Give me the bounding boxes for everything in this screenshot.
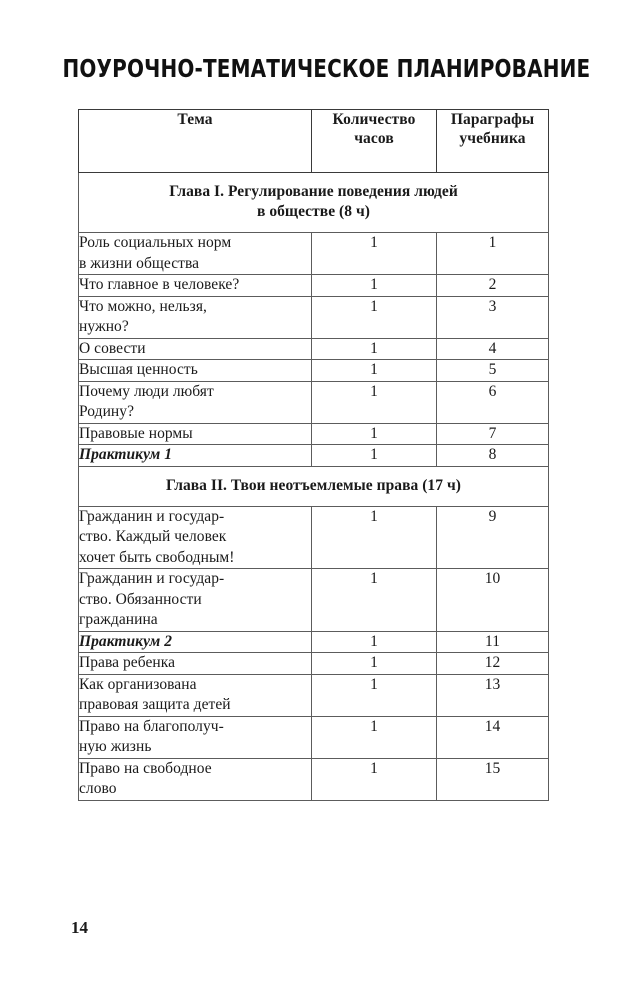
table-row — [79, 381, 549, 423]
cell-paragraph: 1 — [437, 233, 549, 275]
cell-theme-line: хочет быть свободным! — [79, 548, 235, 566]
cell-theme-line: Что можно, нельзя, — [79, 297, 207, 315]
cell-hours: 1 — [312, 758, 437, 800]
column-header-paragraphs-line2: учебника — [459, 130, 526, 147]
cell-theme-line: Правовые нормы — [79, 424, 193, 442]
cell-theme — [79, 233, 312, 275]
cell-hours: 1 — [312, 360, 437, 382]
table-row — [79, 445, 549, 467]
cell-hours: 1 — [312, 506, 437, 569]
cell-hours: 1 — [312, 423, 437, 445]
cell-paragraph: 9 — [437, 506, 549, 569]
table-row — [79, 716, 549, 758]
table-header — [79, 110, 549, 173]
cell-theme-line: Гражданин и государ- — [79, 507, 225, 525]
cell-paragraph: 14 — [437, 716, 549, 758]
cell-theme — [79, 716, 312, 758]
cell-paragraph: 7 — [437, 423, 549, 445]
cell-theme-line: ство. Каждый человек — [79, 528, 227, 545]
cell-theme-line: Право на свободное — [79, 759, 212, 777]
cell-paragraph: 10 — [437, 569, 549, 632]
cell-theme — [79, 381, 312, 423]
cell-hours: 1 — [312, 275, 437, 297]
chapter-heading-cell — [79, 466, 549, 506]
cell-theme-line: Почему люди любят — [79, 382, 214, 400]
column-header-paragraphs — [437, 110, 549, 173]
cell-theme-line: нужно? — [79, 318, 129, 335]
cell-theme-line: в жизни общества — [79, 254, 200, 272]
chapter-heading-line1: Глава I. Регулирование поведения людей — [169, 183, 458, 200]
cell-theme — [79, 338, 312, 360]
cell-theme — [79, 360, 312, 382]
cell-theme — [79, 275, 312, 297]
cell-theme-line: правовая защита детей — [79, 696, 231, 713]
cell-theme-line: Практикум 1 — [79, 446, 173, 463]
cell-theme-line: слово — [79, 780, 117, 797]
cell-paragraph: 4 — [437, 338, 549, 360]
cell-hours: 1 — [312, 716, 437, 758]
table-row — [79, 506, 549, 569]
cell-hours: 1 — [312, 653, 437, 675]
cell-theme-line: Право на благополуч- — [79, 717, 224, 735]
table-row — [79, 674, 549, 716]
table-row — [79, 360, 549, 382]
chapter-heading-row — [79, 466, 549, 506]
column-header-hours-line2: часов — [354, 130, 394, 147]
cell-theme-line: Практикум 2 — [79, 632, 173, 650]
column-header-hours — [312, 110, 437, 173]
cell-hours: 1 — [312, 381, 437, 423]
cell-paragraph: 8 — [437, 445, 549, 467]
cell-hours: 1 — [312, 631, 437, 653]
cell-theme — [79, 674, 312, 716]
cell-theme — [79, 506, 312, 569]
cell-hours: 1 — [312, 338, 437, 360]
cell-theme — [79, 758, 312, 800]
cell-theme-line: гражданина — [79, 611, 158, 628]
lesson-planning-table — [78, 109, 549, 801]
cell-paragraph: 11 — [437, 631, 549, 653]
cell-theme-line: Высшая ценность — [79, 361, 198, 378]
cell-paragraph: 2 — [437, 275, 549, 297]
table-row — [79, 653, 549, 675]
cell-theme — [79, 631, 312, 653]
cell-theme — [79, 445, 312, 467]
cell-theme-line: О совести — [79, 339, 146, 357]
table-row — [79, 423, 549, 445]
cell-hours: 1 — [312, 445, 437, 467]
chapter-heading-cell — [79, 173, 549, 233]
column-header-paragraphs-line1: Параграфы — [450, 111, 535, 128]
cell-paragraph: 13 — [437, 674, 549, 716]
cell-hours: 1 — [312, 569, 437, 632]
cell-hours: 1 — [312, 233, 437, 275]
cell-theme-line: Права ребенка — [79, 654, 176, 671]
cell-theme-line: ную жизнь — [79, 738, 152, 755]
cell-hours: 1 — [312, 296, 437, 338]
cell-paragraph: 12 — [437, 653, 549, 675]
column-header-theme — [79, 110, 312, 173]
chapter-heading-line1: Глава II. Твои неотъемлемые права (17 ч) — [166, 476, 461, 494]
table-row — [79, 275, 549, 297]
chapter-heading-line2: в обществе (8 ч) — [256, 203, 370, 220]
cell-theme — [79, 569, 312, 632]
cell-paragraph: 3 — [437, 296, 549, 338]
page-number: 14 — [71, 918, 88, 937]
table-row — [79, 338, 549, 360]
cell-hours: 1 — [312, 674, 437, 716]
column-header-theme-label: Тема — [177, 111, 213, 128]
cell-paragraph: 5 — [437, 360, 549, 382]
page-title: ПОУРОЧНО-ТЕМАТИЧЕСКОЕ ПЛАНИРОВАНИЕ — [62, 54, 591, 83]
cell-theme-line: Родину? — [79, 403, 134, 420]
table-row — [79, 758, 549, 800]
cell-theme-line: Как организована — [79, 675, 197, 693]
column-header-hours-line1: Количество — [332, 111, 416, 128]
cell-theme-line: Что главное в человеке? — [79, 276, 240, 293]
cell-theme — [79, 423, 312, 445]
cell-theme-line: ство. Обязанности — [79, 590, 202, 608]
table-header-row — [79, 110, 549, 173]
cell-theme-line: Роль социальных норм — [79, 234, 232, 251]
cell-theme-line: Гражданин и государ- — [79, 570, 225, 587]
table-body — [79, 173, 549, 801]
cell-paragraph: 6 — [437, 381, 549, 423]
cell-paragraph: 15 — [437, 758, 549, 800]
table-row — [79, 233, 549, 275]
cell-theme — [79, 653, 312, 675]
table-row — [79, 296, 549, 338]
chapter-heading-row — [79, 173, 549, 233]
cell-theme — [79, 296, 312, 338]
table-row — [79, 631, 549, 653]
table-row — [79, 569, 549, 632]
